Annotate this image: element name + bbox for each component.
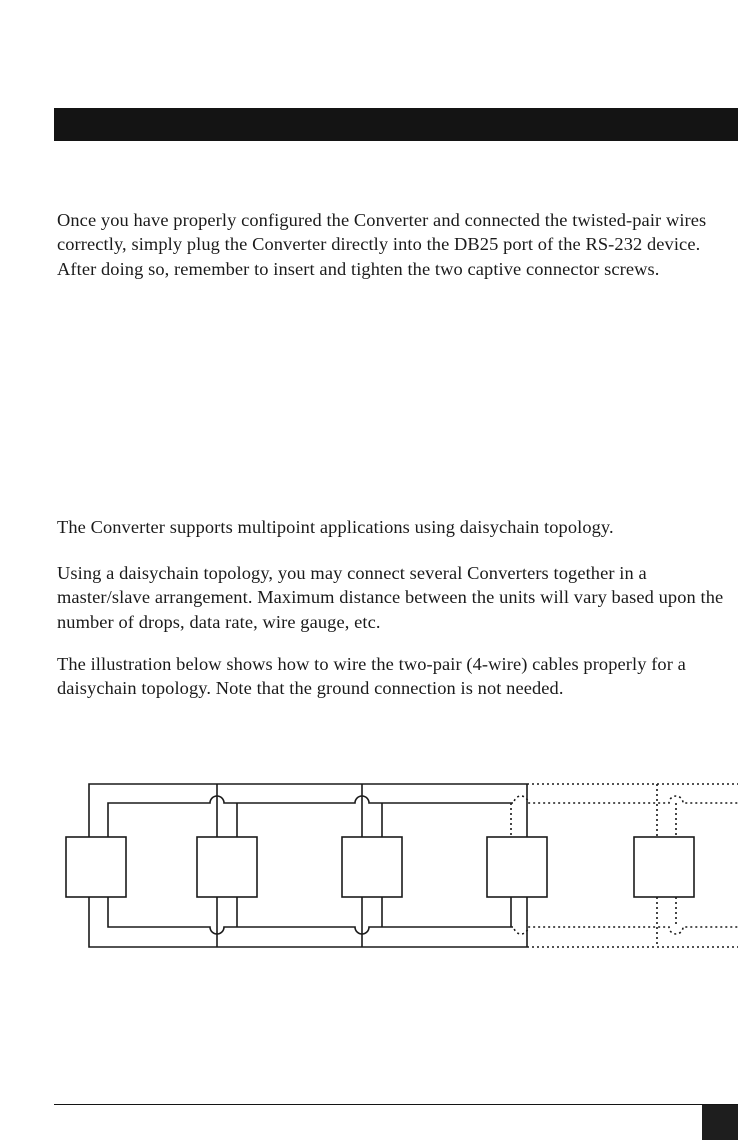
multipoint-intro-paragraph: The Converter supports multipoint applications using daisychain topology.	[57, 517, 614, 537]
converter-unit-3	[342, 837, 402, 897]
section-header-bar	[54, 108, 738, 141]
page-number-tab	[702, 1105, 738, 1140]
footer-rule	[54, 1104, 738, 1105]
inner-pair-top-wire	[108, 796, 511, 837]
converter-unit-2	[197, 837, 257, 897]
inner-pair-bottom-wire	[108, 897, 511, 934]
outer-pair-top-wire	[89, 784, 527, 837]
outer-pair-bottom-wire	[89, 897, 527, 947]
illustration-note-paragraph: The illustration below shows how to wire the two-pair (4-wire) cables properly for a daisychain topology. Note that the ground connection is not needed.	[57, 654, 686, 699]
daisychain-description-paragraph: Using a daisychain topology, you may connect several Converters together in a master/slave arrangement. Maximum distance between the units will vary based upon the number of drops, data rate, wire gauge, etc.	[57, 563, 724, 632]
installation-paragraph: Once you have properly configured the Converter and connected the twisted-pair wires correctly, simply plug the Converter directly into the DB25 port of the RS-232 device. After doing so, remember to insert and tighten the two captive connector screws.	[57, 210, 707, 279]
converter-unit-5	[634, 837, 694, 897]
daisychain-wiring-diagram	[0, 770, 738, 970]
continuation-bottom-inner	[511, 927, 738, 934]
converter-unit-1	[66, 837, 126, 897]
converter-unit-4	[487, 837, 547, 897]
continuation-top-inner	[511, 796, 738, 837]
